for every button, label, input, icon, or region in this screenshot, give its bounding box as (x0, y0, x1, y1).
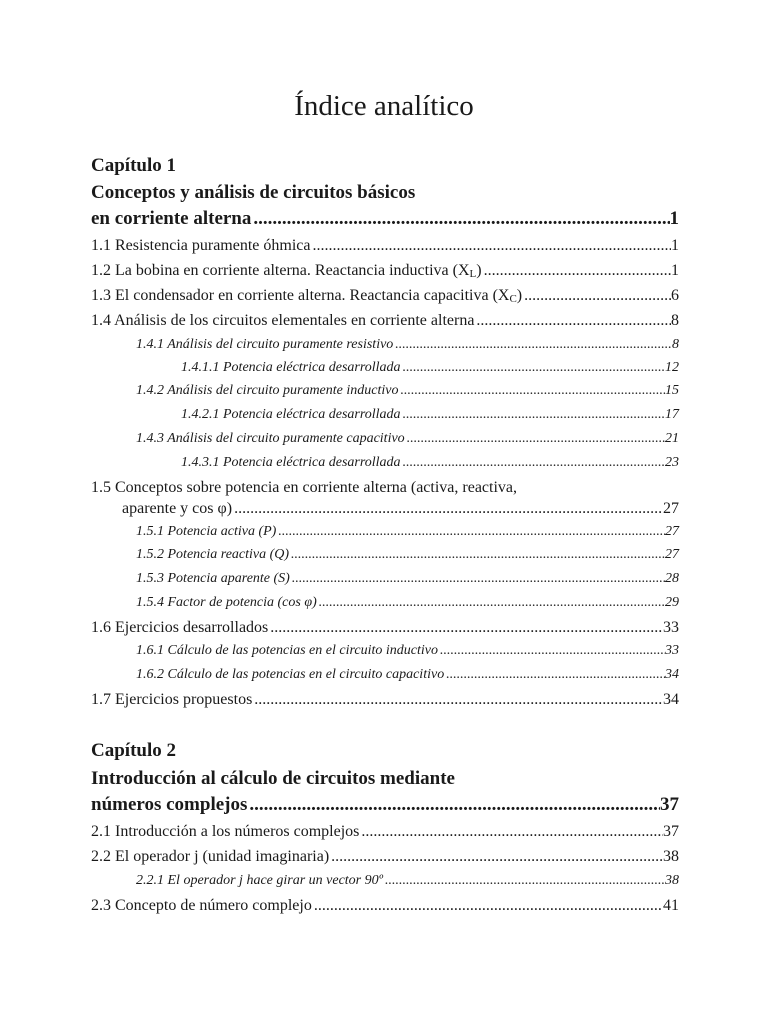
chapter-2-title: Introducción al cálculo de circuitos mediante (91, 768, 455, 789)
entry-text: aparente y cos φ) (122, 500, 233, 517)
toc-entry-2-2-1[interactable] (136, 870, 679, 892)
dot-leader (398, 380, 665, 402)
page-number: 1 (671, 237, 679, 254)
dot-leader (310, 235, 671, 257)
page-number: 21 (665, 431, 679, 446)
page-number: 28 (665, 571, 679, 586)
entry-text: 1.5.2 Potencia reactiva (Q) (136, 547, 290, 562)
dot-leader (405, 428, 665, 450)
page-number: 8 (672, 337, 679, 352)
chapter-2-entry[interactable] (91, 793, 679, 817)
dot-leader (329, 846, 663, 868)
page-number: 38 (665, 873, 679, 888)
page-title: Índice analítico (294, 90, 474, 122)
subscript-c: C (509, 293, 517, 305)
page-number: 6 (671, 287, 679, 304)
dot-leader (312, 895, 663, 917)
toc-entry-1-6-1[interactable] (136, 640, 679, 662)
dot-leader (393, 334, 672, 356)
toc-entry-1-1[interactable] (91, 235, 679, 257)
entry-text: 1.2 La bobina en corriente alterna. Reactancia inductiva $(X_L)$ (91, 262, 482, 280)
dot-leader (289, 544, 665, 566)
page-number: 27 (665, 547, 679, 562)
chapter-1-label: Capítulo 1 (91, 155, 176, 176)
page-number: 38 (663, 848, 679, 865)
toc-entry-1-6-2[interactable] (136, 664, 679, 686)
toc-entry-1-4-1[interactable] (136, 334, 679, 356)
dot-leader (383, 870, 665, 892)
dot-leader (444, 664, 665, 686)
toc-entry-1-5-1[interactable] (136, 521, 679, 543)
dot-leader (401, 404, 665, 426)
toc-entry-1-4[interactable] (91, 310, 679, 332)
entry-text: 1.4.2 Análisis del circuito puramente inductivo (136, 383, 399, 398)
entry-text: 1.5.4 Factor de potencia (cos φ) (136, 595, 317, 610)
page-number: 1 (671, 262, 679, 279)
toc-entry-1-4-2[interactable] (136, 380, 679, 402)
toc-entry-2-3[interactable] (91, 895, 679, 917)
dot-leader (401, 357, 665, 379)
dot-leader (247, 793, 660, 817)
toc-entry-1-5-3[interactable] (136, 568, 679, 590)
page-number: 27 (665, 524, 679, 539)
toc-entry-2-2[interactable] (91, 846, 679, 868)
entry-text: 1.1 Resistencia puramente óhmica (91, 237, 311, 254)
page-number: 29 (665, 595, 679, 610)
toc-entry-1-3[interactable] (91, 285, 679, 307)
page-number: 27 (663, 500, 679, 517)
dot-leader (522, 285, 671, 307)
toc-entry-1-4-3-1[interactable] (181, 452, 679, 474)
toc-entry-1-4-1-1[interactable] (181, 357, 679, 379)
dot-leader (252, 689, 663, 711)
entry-text: 1.4 Análisis de los circuitos elementales en corriente alterna (91, 312, 475, 329)
dot-leader (232, 498, 663, 520)
toc-entry-1-5-2[interactable] (136, 544, 679, 566)
page-number: 33 (665, 643, 679, 658)
dot-leader (401, 452, 665, 474)
dot-leader (290, 568, 665, 590)
entry-text: 1.4.3.1 Potencia eléctrica desarrollada (181, 455, 401, 470)
dot-leader (251, 207, 669, 231)
page-number: 34 (663, 691, 679, 708)
toc-entry-1-4-3[interactable] (136, 428, 679, 450)
toc-entry-1-5-line1[interactable]: 1.5 Conceptos sobre potencia en corriente alterna (activa, reactiva, (91, 479, 518, 496)
entry-text: 1.6 Ejercicios desarrollados (91, 619, 269, 636)
dot-leader (438, 640, 665, 662)
entry-text: 2.1 Introducción a los números complejos (91, 823, 360, 840)
entry-text: 1.4.3 Análisis del circuito puramente capacitivo (136, 431, 405, 446)
page-number: 17 (665, 407, 679, 422)
entry-text: 2.3 Concepto de número complejo (91, 897, 312, 914)
entry-text: 1.6.1 Cálculo de las potencias en el circuito inductivo (136, 643, 438, 658)
toc-entry-1-5-4[interactable] (136, 592, 679, 614)
entry-text: 1.5.1 Potencia activa (P) (136, 524, 277, 539)
toc-entry-2-1[interactable] (91, 821, 679, 843)
entry-text: 2.2 El operador j (unidad imaginaria) (91, 848, 330, 865)
page-number: 33 (663, 619, 679, 636)
entry-text: 1.4.2.1 Potencia eléctrica desarrollada (181, 407, 401, 422)
chapter-2-title-cont: números complejos (91, 794, 248, 815)
toc-entry-1-6[interactable] (91, 617, 679, 639)
chapter-1-title: Conceptos y análisis de circuitos básicos (91, 182, 416, 203)
page-number: 23 (665, 455, 679, 470)
chapter-2-label: Capítulo 2 (91, 740, 176, 761)
chapter-1-entry[interactable] (91, 207, 679, 231)
page-number: 15 (665, 383, 679, 398)
entry-text: 1.4.1.1 Potencia eléctrica desarrollada (181, 360, 401, 375)
dot-leader (474, 310, 671, 332)
entry-text: 1.3 El condensador en corriente alterna. Reactancia capacitiva $(X_C)$ (91, 287, 523, 305)
subscript-l: L (469, 268, 477, 280)
entry-text: 1.6.2 Cálculo de las potencias en el circuito capacitivo (136, 667, 445, 682)
dot-leader (317, 592, 665, 614)
entry-text: 1.7 Ejercicios propuestos (91, 691, 253, 708)
dot-leader (268, 617, 663, 639)
entry-text: 2.2.1 El operador j hace girar un vector 90º (136, 873, 383, 888)
dot-leader (359, 821, 663, 843)
page-number: 37 (663, 823, 679, 840)
dot-leader (482, 260, 671, 282)
page-number: 37 (660, 794, 679, 815)
page-number: 1 (669, 208, 679, 229)
dot-leader (276, 521, 665, 543)
toc-entry-1-2[interactable] (91, 260, 679, 282)
toc-entry-1-5[interactable] (122, 498, 679, 520)
entry-text: 1.5.3 Potencia aparente (S) (136, 571, 290, 586)
toc-entry-1-4-2-1[interactable] (181, 404, 679, 426)
page-number: 41 (663, 897, 679, 914)
page-number: 8 (671, 312, 679, 329)
chapter-1-title-cont: en corriente alterna (91, 208, 252, 229)
entry-text: 1.4.1 Análisis del circuito puramente resistivo (136, 337, 394, 352)
toc-entry-1-7[interactable] (91, 689, 679, 711)
page-number: 12 (665, 360, 679, 375)
page-number: 34 (665, 667, 679, 682)
